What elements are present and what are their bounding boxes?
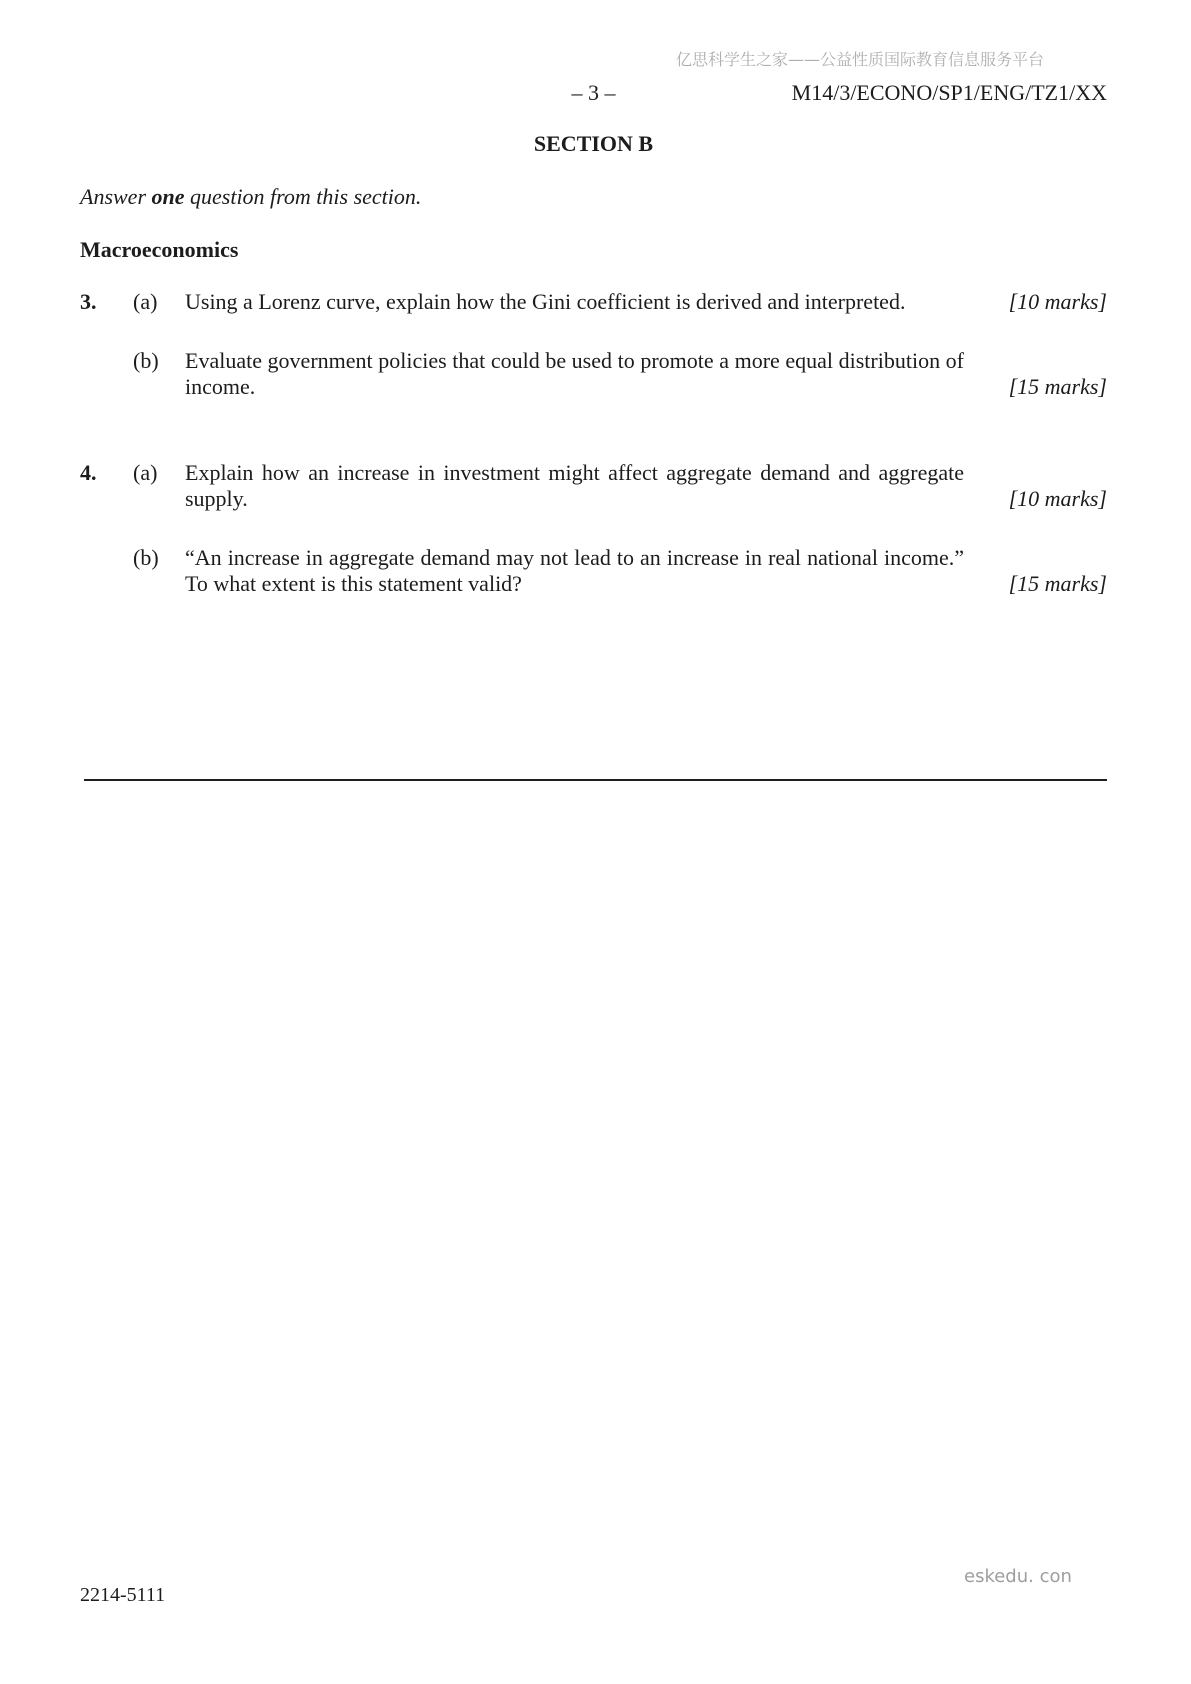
part-letter: (a) (133, 289, 158, 314)
part-letter: (b) (133, 545, 159, 570)
question-number (80, 348, 133, 400)
section-divider-line (84, 779, 1107, 781)
question-3-part-b (80, 348, 1107, 400)
question-number (80, 545, 133, 597)
question-text: “An increase in aggregate demand may not lead to an increase in real national income.” To what extent is this statement valid? (185, 545, 964, 596)
marks-label: [15 marks] (1008, 571, 1107, 596)
question-3-part-a (80, 289, 1107, 315)
question-number: 4. (80, 460, 97, 485)
questions-block (80, 289, 1107, 597)
part-letter: (a) (133, 460, 158, 485)
instruction-prefix: Answer (80, 184, 152, 209)
footer-reference-code: 2214-5111 (80, 1584, 166, 1606)
section-instruction (80, 184, 421, 210)
instruction-emphasis: one (151, 184, 185, 209)
question-text: Using a Lorenz curve, explain how the Gini coefficient is derived and interpreted. (185, 289, 906, 314)
question-4 (80, 460, 1107, 597)
question-text: Explain how an increase in investment might affect aggregate demand and aggregate supply. (185, 460, 964, 511)
question-number: 3. (80, 289, 97, 314)
paper-code: M14/3/ECONO/SP1/ENG/TZ1/XX (791, 80, 1107, 105)
marks-label: [15 marks] (1008, 374, 1107, 399)
part-letter: (b) (133, 348, 159, 373)
bottom-watermark-text: eskedu. con (964, 1566, 1072, 1587)
question-text: Evaluate government policies that could be used to promote a more equal distribution of income. (185, 348, 964, 399)
question-3 (80, 289, 1107, 400)
topic-heading: Macroeconomics (80, 237, 239, 262)
section-title: SECTION B (533, 131, 654, 156)
question-4-part-a (80, 460, 1107, 512)
instruction-suffix: question from this section. (184, 184, 422, 209)
page-number: – 3 – (571, 80, 616, 105)
question-4-part-b (80, 545, 1107, 597)
top-watermark-text: 亿思科学生之家——公益性质国际教育信息服务平台 (676, 50, 1045, 69)
marks-label: [10 marks] (1008, 289, 1107, 314)
marks-label: [10 marks] (1008, 486, 1107, 511)
